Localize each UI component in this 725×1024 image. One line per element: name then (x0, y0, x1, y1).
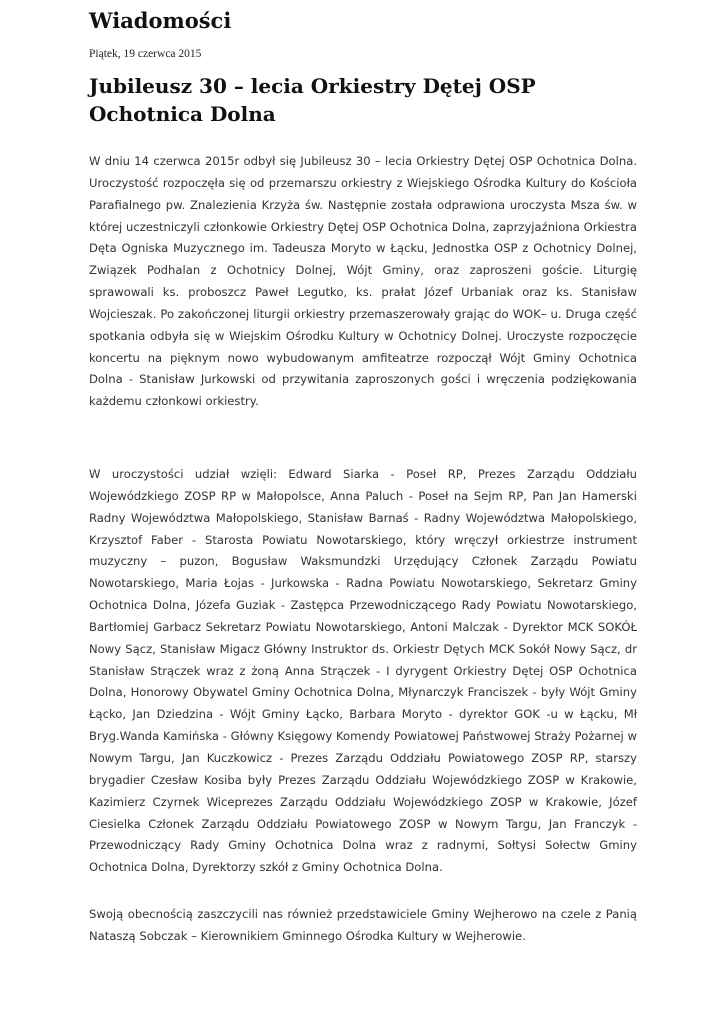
article-paragraph-3: Swoją obecnością zaszczycili nas również przedstawiciele Gminy Wejherowo na czele z Panią Nataszą Sobczak – Kierownikiem Gminnego Ośrodka Kultury w Wejherowie. (89, 907, 637, 943)
article-date: Piątek, 19 czerwca 2015 (89, 48, 202, 60)
article-paragraph-2: W uroczystości udział wzięli: Edward Siarka - Poseł RP, Prezes Zarządu Oddziału Wojewódzkiego ZOSP RP w Małopolsce, Anna Paluch - Poseł na Sejm RP, Pan Jan Hamerski Radny Województwa Małopolskiego, Stanisław Barnaś - Radny Województwa Małopolskiego, Krzysztof Faber - Starosta Powiatu Nowotarskiego, który wręczył orkiestrze instrument muzyczny – puzon, Bogusław Waksmundzki Urzędujący Członek Zarządu Powiatu Nowotarskiego, Maria Łojas - Jurkowska - Radna Powiatu Nowotarskiego, Sekretarz Gminy Ochotnica Dolna, Józefa Guziak - Zastępca Przewodniczącego Rady Powiatu Nowotarskiego, Bartłomiej Garbacz Sekretarz Powiatu Nowotarskiego, Antoni Malczak - Dyrektor MCK SOKÓŁ Nowy Sącz, Stanisław Migacz Główny Instruktor ds. Orkiestr Dętych MCK Sokół Nowy Sącz, dr Stanisław Strączek wraz z żoną Anna Strączek - I dyrygent Orkiestry Dętej OSP Ochotnica Dolna, Honorowy Obywatel Gminy Ochotnica Dolna, Młynarczyk Franciszek - były Wójt Gminy Łącko, Jan Dziedzina - Wójt Gminy Łącko, Barbara Moryto - dyrektor GOK -u w Łącku, Mł Bryg.Wanda Kamińska - Główny Księgowy Komendy Powiatowej Państwowej Straży Pożarnej w Nowym Targu, Jan Kuczkowicz - Prezes Zarządu Oddziału Powiatowego ZOSP RP, starszy brygadier Czesław Kosiba były Prezes Zarządu Oddziału Wojewódzkiego ZOSP w Krakowie, Kazimierz Czyrnek Wiceprezes Zarządu Oddziału Wojewódzkiego ZOSP w Krakowie, Józef Ciesielka Członek Zarządu Oddziału Powiatowego ZOSP w Nowym Targu, Jan Franczyk - Przewodniczący Rady Gminy Ochotnica Dolna wraz z radnymi, Sołtysi Sołectw Gminy Ochotnica Dolna, Dyrektorzy szkół z Gminy Ochotnica Dolna. (89, 467, 637, 875)
article-headline: Jubileusz 30 – lecia Orkiestry Dętej OSP Ochotnica Dolna (89, 74, 536, 126)
site-title: Wiadomości (89, 8, 232, 33)
article-paragraph-1: W dniu 14 czerwca 2015r odbył się Jubileusz 30 – lecia Orkiestry Dętej OSP Ochotnica Dolna. Uroczystość rozpoczęła się od przemarszu orkiestry z Wiejskiego Ośrodka Kultury do Kościoła Parafialnego pw. Znalezienia Krzyża św. Następnie została odprawiona uroczysta Msza św. w której uczestniczyli członkowie Orkiestry Dętej OSP Ochotnica Dolna, zaprzyjaźniona Orkiestra Dęta Ogniska Muzycznego im. Tadeusza Moryto w Łącku, Jednostka OSP z Ochotnicy Dolnej, Związek Podhalan z Ochotnicy Dolnej, Wójt Gminy, oraz zaproszeni goście. Liturgię sprawowali ks. proboszcz Paweł Legutko, ks. prałat Józef Urbaniak oraz ks. Stanisław Wojcieszak. Po zakończonej liturgii orkiestry przemaszerowały grając do WOK– u. Druga część spotkania odbyła się w Wiejskim Ośrodku Kultury w Ochotnicy Dolnej. Uroczyste rozpoczęcie koncertu na pięknym nowo wybudowanym amfiteatrze rozpoczął Wójt Gminy Ochotnica Dolna - Stanisław Jurkowski od przywitania zaproszonych gości i wręczenia podziękowania każdemu członkowi orkiestry. (89, 154, 637, 409)
